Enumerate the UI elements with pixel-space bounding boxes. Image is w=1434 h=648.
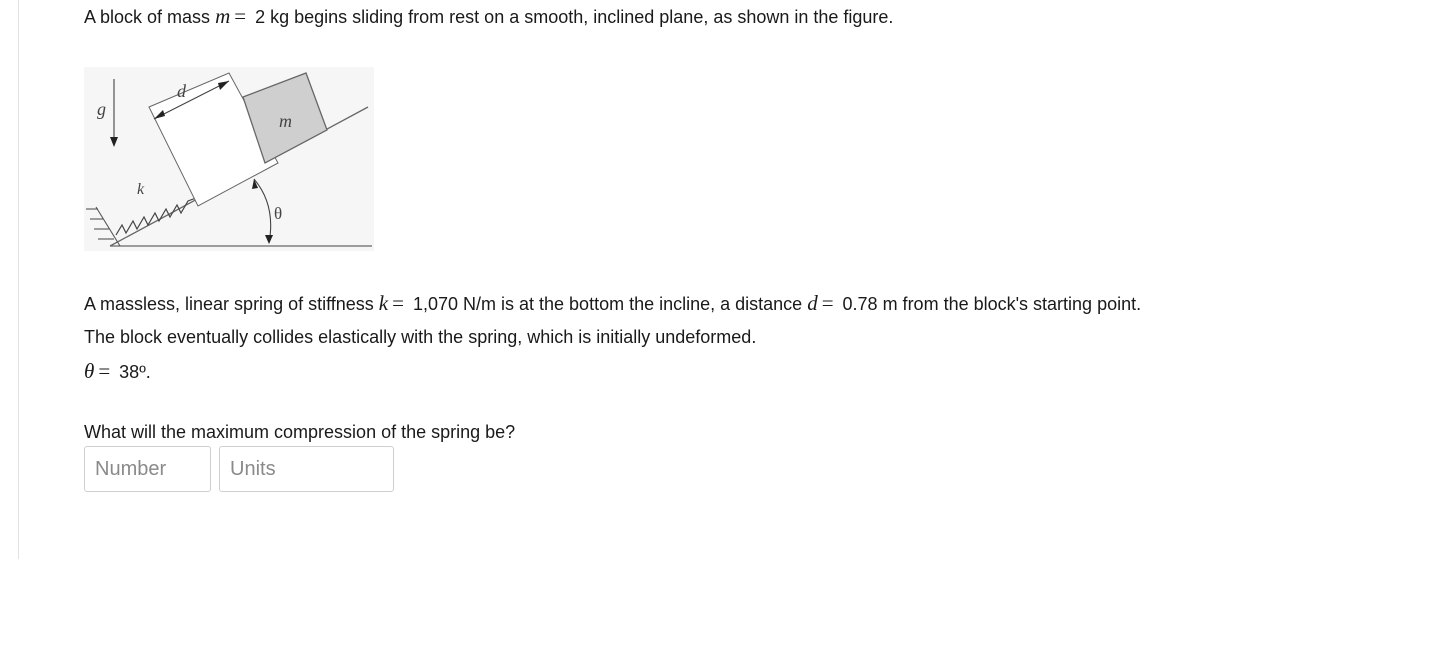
mass-label: m <box>279 111 292 131</box>
angle-description <box>84 354 151 389</box>
stiffness-variable: k <box>378 291 389 315</box>
intro-pre: A block of mass <box>84 7 216 27</box>
distance-label: d <box>177 81 186 101</box>
units-input[interactable] <box>219 446 394 492</box>
spring-post: 0.78 m from the block's starting point. <box>837 294 1142 314</box>
angle-value: 38º. <box>114 362 151 382</box>
number-input[interactable] <box>84 446 211 492</box>
equals-sign: = <box>821 291 834 315</box>
gravity-label: g <box>97 99 106 119</box>
left-border-rule <box>18 0 19 559</box>
equals-sign: = <box>234 4 247 28</box>
mass-variable: m <box>215 4 231 28</box>
distance-variable: d <box>807 291 818 315</box>
intro-post: 2 kg begins sliding from rest on a smooth, inclined plane, as shown in the figure. <box>250 7 894 27</box>
spring-constant-label: k <box>137 181 145 198</box>
spring-mid: 1,070 N/m is at the bottom the incline, a distance <box>407 294 808 314</box>
collision-description: The block eventually collides elastically with the spring, which is initially undeformed. <box>84 327 757 347</box>
spring-description <box>84 286 1141 321</box>
equals-sign: = <box>98 359 111 383</box>
incline-figure <box>84 67 374 251</box>
question-prompt: What will the maximum compression of the spring be? <box>84 422 516 442</box>
spring-pre: A massless, linear spring of stiffness <box>84 294 379 314</box>
equals-sign: = <box>392 291 404 315</box>
angle-variable: θ <box>84 359 95 383</box>
angle-label: θ <box>274 204 283 223</box>
intro-text <box>84 0 893 34</box>
